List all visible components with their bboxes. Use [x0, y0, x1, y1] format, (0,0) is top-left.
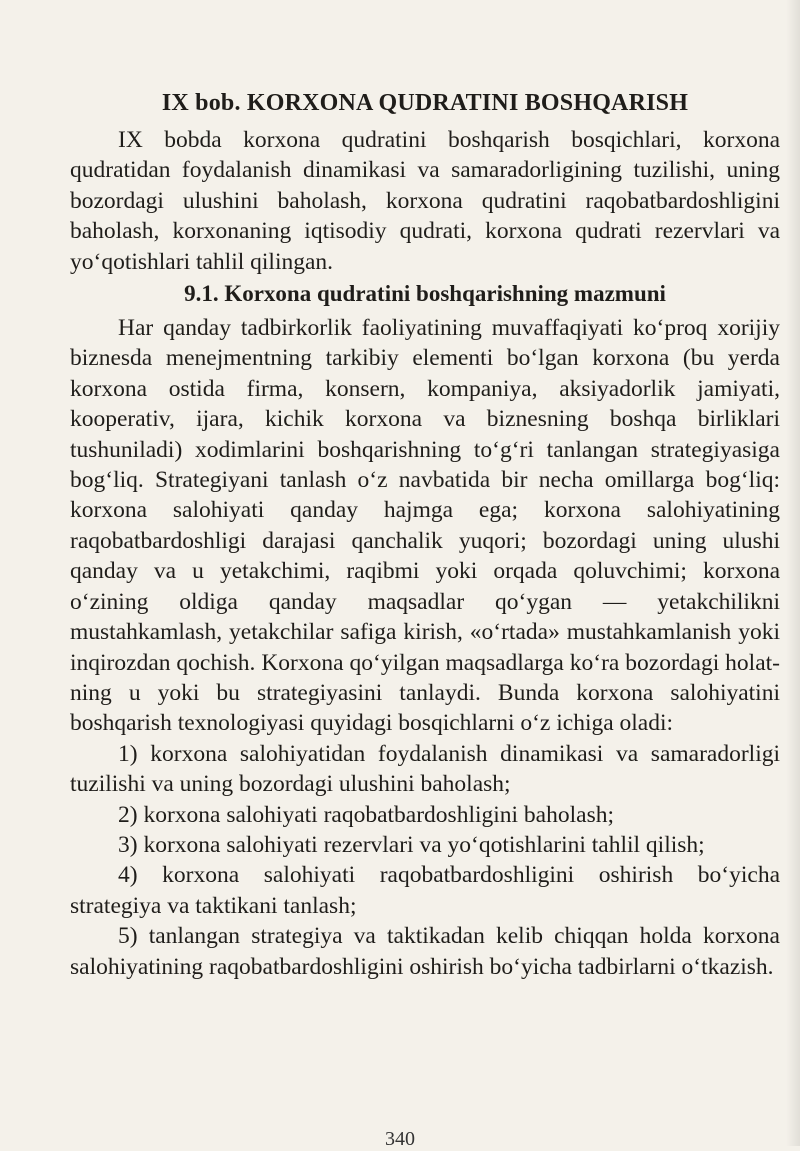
steps-list: [70, 739, 780, 982]
section-title: 9.1. Korxona qudratini boshqarishning mazmuni: [184, 281, 666, 307]
list-item: 4) korxona salohiyati raqobatbardoshligini oshirish bo‘yicha strategiya va taktikani tanlash;: [70, 862, 780, 919]
list-item: 2) korxona salohiyati raqobatbardoshligini baholash;: [118, 801, 615, 828]
document-page: [70, 90, 780, 982]
list-item: 5) tanlangan strategiya va taktikadan kelib chiqqan holda korxona salohiyatining raqobatbardoshligini oshirish bo‘yicha tadbirlarni o‘tkazish.: [70, 923, 780, 980]
page-number: 340: [385, 1128, 415, 1150]
page-edge-shadow: [786, 0, 800, 1146]
chapter-title: IX bob. KORXONA QUDRATINI BOSHQARISH: [161, 90, 689, 116]
list-item: 1) korxona salohiyatidan foydalanish dinamikasi va samaradorligi tuzilishi va uning bozordagi ulushini baholash;: [70, 740, 780, 798]
main-paragraph: Har qanday tadbirkorlik faoliyatining muvaffaqiyati ko‘proq xorijiy biznesda menejmentning tarkibiy elementi bo‘lgan korxona (bu yerda korxona ostida firma, konsern, kompaniya, aksiyadorlik jamiyati, kooperativ, ijara, kichik korxona va biznesning boshqa birliklari tushuniladi) xodimlarini boshqarishning to‘g‘ri tanlangan strategiyasiga bog‘liq. Strategiyani tanlash o‘z navbatida bir necha omillarga bog‘liq: korxona salohiyati qanday hajmga ega; korxona salohiyatining raqobatbardoshligi darajasi qanchalik yuqori; bozordagi uning ulushi qanday va u yetakchimi, raqibmi yoki orqada qoluvchimi; korxona o‘zining oldiga qanday maqsadlar qo‘ygan — yetakchilikni mustahkamlash, yetakchilar safiga kirish, «o‘rtada» mustahkamlanish yoki inqirozdan qochish. Korxona qo‘yilgan maqsadlarga ko‘ra bozordagi holatning u yoki bu strategiyasini tanlaydi. Bunda korxona salohiyatini boshqarish texnologiyasi quyidagi bosqichlarni o‘z ichiga oladi:: [70, 315, 780, 737]
intro-paragraph: IX bobda korxona qudratini boshqarish bosqichlari, korxona qudratidan foydalanish dinamikasi va samaradorligining tuzilishi, uning bozordagi ulushini baholash, korxona qudratini raqobatbardoshligini baholash, korxonaning iqtisodiy qudrati, korxona qudrati rezervlari va yo‘qotishlari tahlil qilingan.: [70, 127, 780, 275]
list-item: 3) korxona salohiyati rezervlari va yo‘qotishlarini tahlil qilish;: [118, 831, 705, 858]
